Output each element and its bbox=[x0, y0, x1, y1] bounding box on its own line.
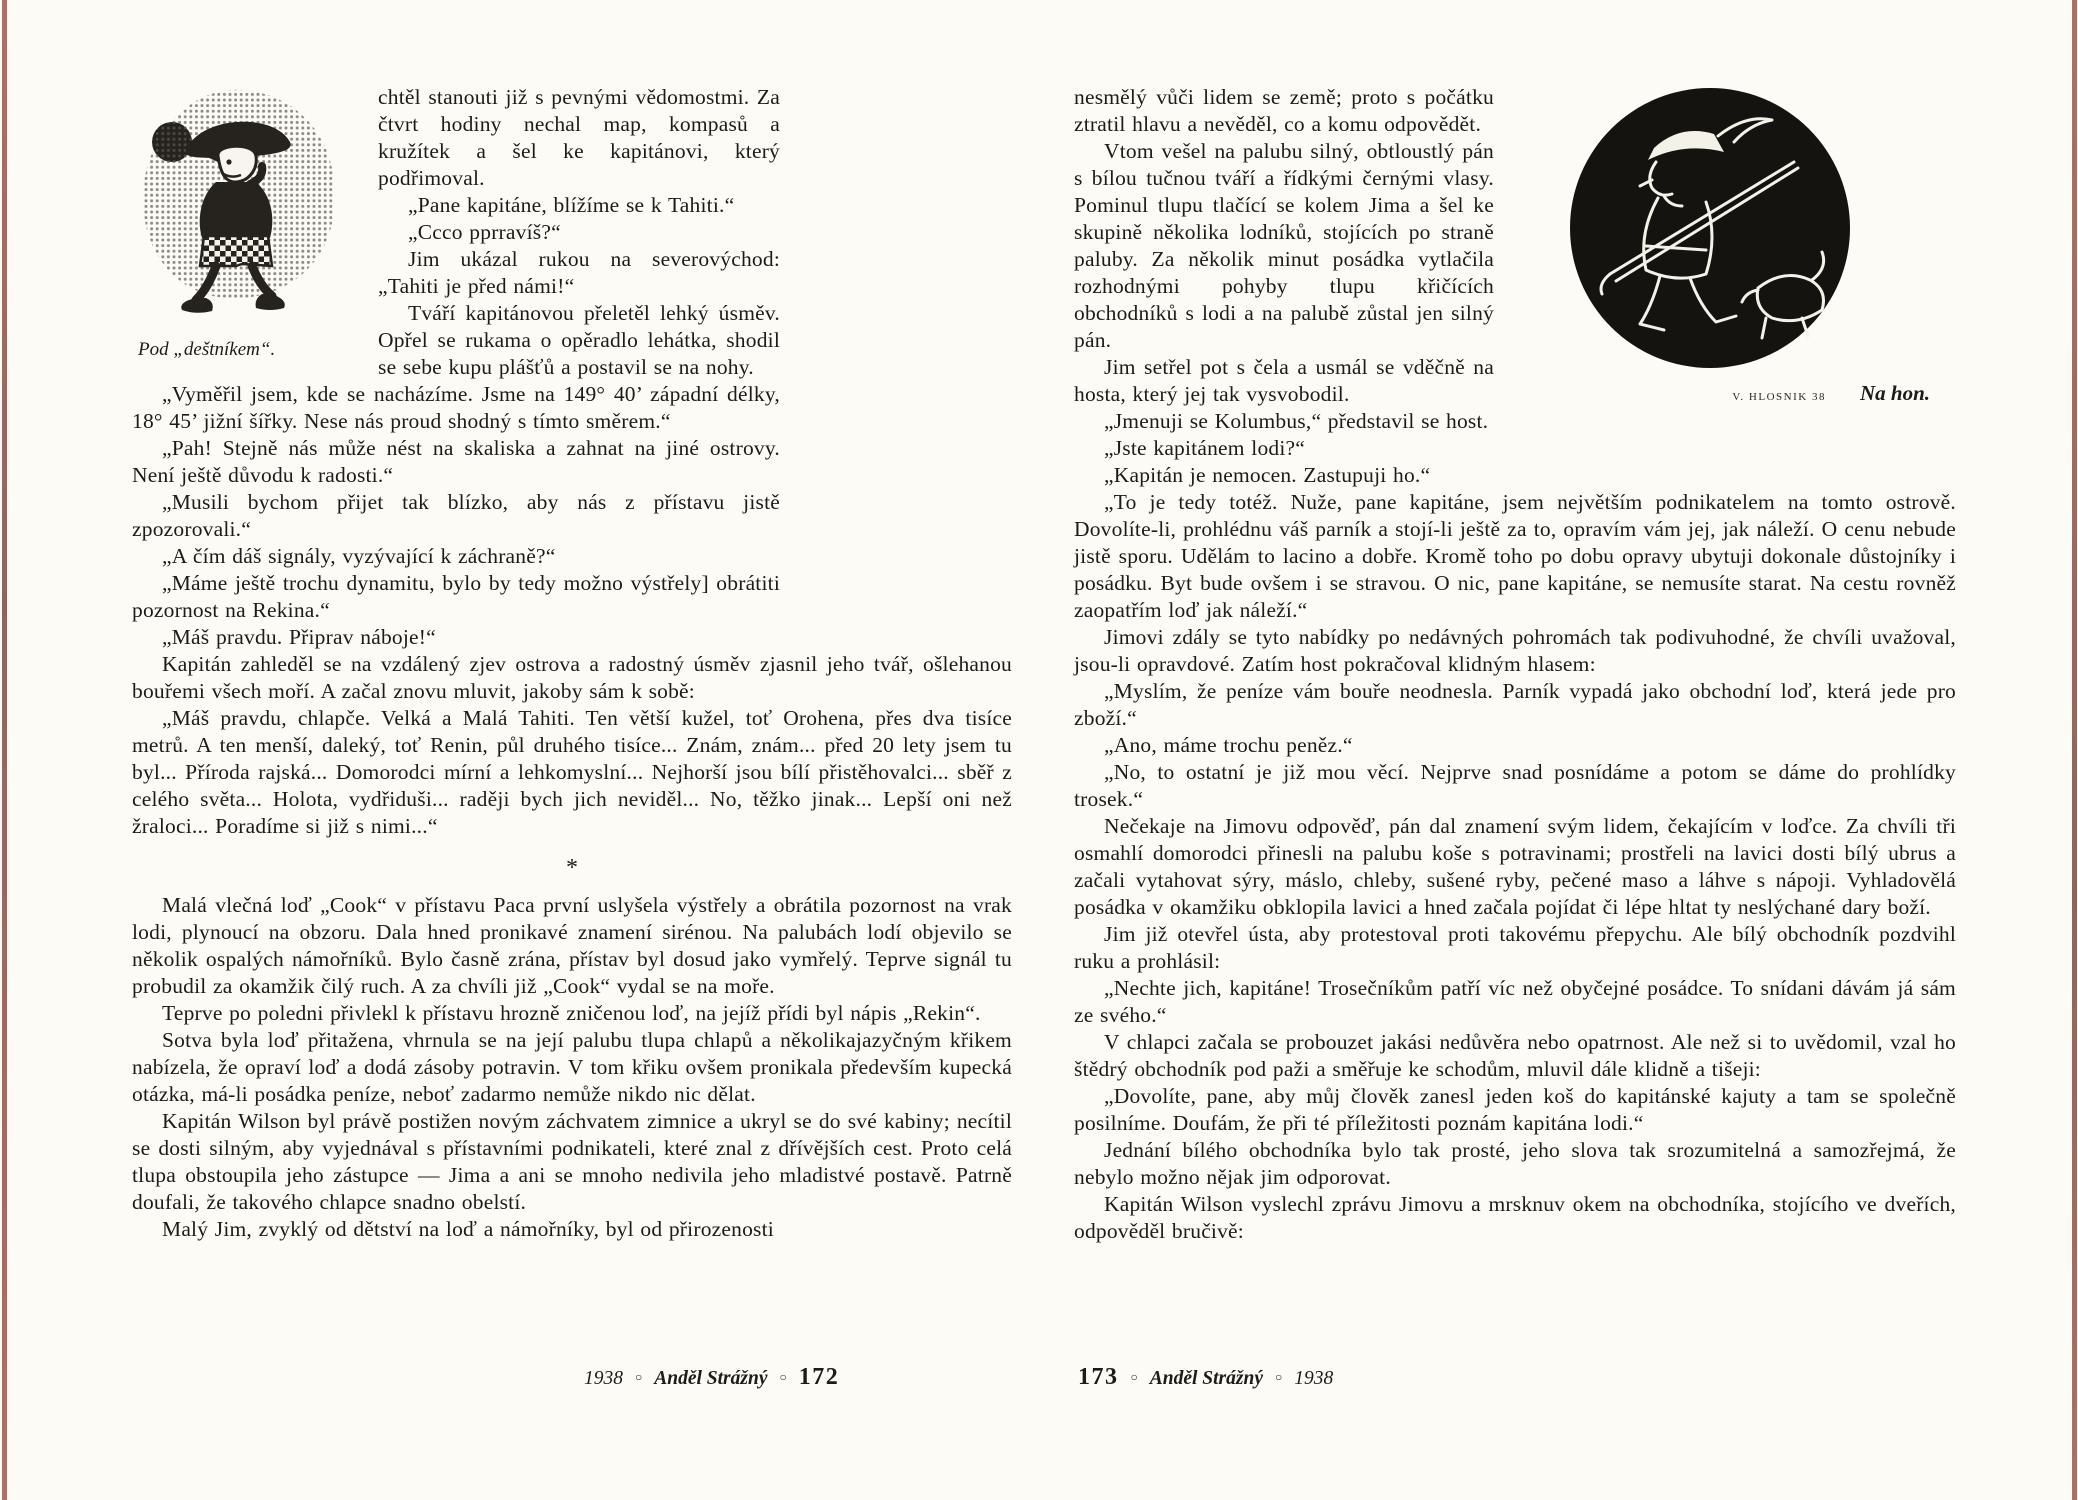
tramp-walking-illustration bbox=[132, 86, 350, 324]
text-paragraph: „Nechte jich, kapitáne! Trosečníkům patří víc než obyčejné posádce. To snídani dávám já sám ze svého.“ bbox=[1074, 976, 1956, 1027]
right-illustration-caption: Na hon. bbox=[1859, 381, 1930, 405]
right-illustration-block bbox=[1518, 84, 1956, 406]
text-paragraph: chtěl stanouti již s pevnými vědomostmi. Za čtvrt hodiny nechal map, kompasů a kružítek a šel ke kapitánovi, který podřimoval. bbox=[378, 85, 780, 190]
text-paragraph: „Myslím, že peníze vám bouře neodnesla. Parník vypadá jako obchodní loď, která jede pro zboží.“ bbox=[1074, 679, 1956, 730]
illustration-signature: V. HLOSNIK 38 bbox=[1732, 391, 1826, 403]
right-page bbox=[1074, 84, 1956, 1245]
text-paragraph: Vtom vešel na palubu silný, obtloustlý pán s bílou tučnou tváří a řídkými černými vlasy. Pominul tlupu tlačící se kolem Jima a šel ke skupině několika lodníků, stojících po straně paluby. Za několik minut posádka vytlačila rozhodnými pohyby tlupu křičících obchodníků s lodi a na palubě zůstal jen silný pán. bbox=[1074, 139, 1494, 352]
text-paragraph: Tváří kapitánovou přeletěl lehký úsměv. Opřel se rukama o opěradlo lehátka, shodil se sebe kupu plášťů a postavil se na nohy. bbox=[378, 301, 780, 379]
section-separator-star: * bbox=[566, 855, 578, 881]
text-paragraph: Kapitán Wilson vyslechl zprávu Jimovu a mrsknuv okem na obchodníka, stojícího ve dveřích, odpověděl bručivě: bbox=[1074, 1192, 1956, 1243]
text-paragraph: „Jmenuji se Kolumbus,“ představil se host. bbox=[1104, 409, 1489, 433]
text-paragraph: „Ccco pprravíš?“ bbox=[408, 220, 561, 244]
text-paragraph: „Máme ještě trochu dynamitu, bylo by tedy možno výstřely] obrátiti pozornost na Rekina.“ bbox=[132, 571, 780, 622]
footer-separator-icon: ○ bbox=[779, 1370, 787, 1384]
right-page-footer bbox=[1078, 1364, 1333, 1391]
left-illustration-block bbox=[132, 86, 354, 361]
text-paragraph: Kapitán Wilson byl právě postižen novým záchvatem zimnice a ukryl se do své kabiny; necítil se dosti silným, aby vyjednával s přístavními podnikateli, které znal z dřívějších cest. Proto celá tlupa obstoupila jeho zástupce — Jima a ani se mnoho nedivila jeho mladistvé postavě. Patrně doufali, že takového chlapce snadno obelstí. bbox=[132, 1109, 1012, 1214]
text-paragraph: „Máš pravdu. Připrav náboje!“ bbox=[162, 625, 436, 649]
text-paragraph: „Vyměřil jsem, kde se nacházíme. Jsme na 149° 40’ západní délky, 18° 45’ jižní šířky. Nese nás proud shodný s tímto směrem.“ bbox=[132, 382, 780, 433]
text-paragraph: „To je tedy totéž. Nuže, pane kapitáne, jsem největším podnikatelem na tomto ostrově. Dovolíte-li, prohlédnu váš parník a stojí-li ještě za to, opravím vám jej, jak náleží. O cenu nebude jistě sporu. Udělám to lacino a dobře. Kromě toho po dobu opravy ubytuji dokonale důstojníky i posádku. Byt bude ovšem i se stravou. O nic, pane kapitáne, se nemusíte starat. Na cestu rovněž zaopatřím loď jak náleží.“ bbox=[1074, 490, 1956, 622]
left-page bbox=[132, 84, 1012, 1243]
text-paragraph: „Pah! Stejně nás může nést na skaliska a zahnat na jiné ostrovy. Není ještě důvodu k radosti.“ bbox=[132, 436, 780, 487]
text-paragraph: „Pane kapitáne, blížíme se k Tahiti.“ bbox=[408, 193, 735, 217]
text-paragraph: Malá vlečná loď „Cook“ v přístavu Paca první uslyšela výstřely a obrátila pozornost na vrak lodi, plynoucí na obzoru. Dala hned pronikavé znamení sirénou. Na palubách lodí objevilo se několik ospalých námořníků. Bylo časně zrána, přístav byl dosud jako vymřelý. Teprve signál tu probudil za okamžik čilý ruch. A za chvíli již „Cook“ vydal se na moře. bbox=[132, 893, 1012, 998]
footer-separator-icon: ○ bbox=[635, 1370, 643, 1384]
left-page-upper-section bbox=[132, 84, 780, 651]
footer-year: 1938 bbox=[1294, 1368, 1334, 1389]
footer-separator-icon: ○ bbox=[1130, 1370, 1138, 1384]
text-paragraph: Jim setřel pot s čela a usmál se vděčně na hosta, který jej tak vysvobodil. bbox=[1074, 355, 1494, 406]
footer-separator-icon: ○ bbox=[1275, 1370, 1283, 1384]
scan-edge-right bbox=[2072, 0, 2077, 1500]
left-illustration-caption: Pod „deštníkem“. bbox=[138, 339, 276, 360]
text-paragraph: „Máš pravdu, chlapče. Velká a Malá Tahiti. Ten větší kužel, toť Orohena, přes dva tisíce metrů. A ten menší, daleký, toť Renin, půl druhého tisíce... Znám, znám... před 20 lety jsem tu byl... Příroda rajská... Domorodci mírní a lehkomyslní... Nejhorší jsou bílí přistěhovalci... sběř z celého světa... Holota, vydřiduši... raději bych jich neviděl... No, těžko jinak... Lepší oni než žraloci... Poradíme si již s nimi...“ bbox=[132, 706, 1012, 838]
text-paragraph: Sotva byla loď přitažena, vhrnula se na její palubu tlupa chlapů a několikajazyčným křikem nabízela, že opraví loď a dodá zásoby potravin. V tom křiku ovšem pronikala především kupecká otázka, má-li posádka peníze, neboť zadarmo nemůže nikdo nic dělat. bbox=[132, 1028, 1012, 1106]
text-paragraph: „Musili bychom přijet tak blízko, aby nás z přístavu jistě zpozorovali.“ bbox=[132, 490, 780, 541]
text-paragraph: Teprve po poledni přivlekl k přístavu hrozně zničenou loď, na jejíž přídi byl nápis „Rekin“. bbox=[162, 1001, 981, 1025]
footer-publication-title: Anděl Strážný bbox=[654, 1368, 768, 1389]
text-paragraph: Jim již otevřel ústa, aby protestoval proti takovému přepychu. Ale bílý obchodník pozdvihl ruku a prohlásil: bbox=[1074, 922, 1956, 973]
text-paragraph: „A čím dáš signály, vyzývající k záchraně?“ bbox=[162, 544, 556, 568]
left-page-lower-section bbox=[132, 651, 1012, 1243]
left-page-footer bbox=[584, 1364, 839, 1391]
footer-publication-title: Anděl Strážný bbox=[1149, 1368, 1263, 1389]
footer-page-number: 172 bbox=[798, 1364, 840, 1390]
footer-page-number: 173 bbox=[1078, 1364, 1119, 1390]
text-paragraph: V chlapci začala se probouzet jakási nedůvěra nebo opatrnost. Ale než si to uvědomil, vzal ho štědrý obchodník pod paži a směřuje ke schodům, mluvil dále klidně a tišeji: bbox=[1074, 1030, 1956, 1081]
text-paragraph: „Kapitán je nemocen. Zastupuji ho.“ bbox=[1104, 463, 1431, 487]
text-paragraph: nesmělý vůči lidem se země; proto s počátku ztratil hlavu a nevěděl, co a komu odpovědět. bbox=[1074, 85, 1494, 136]
text-paragraph: Jednání bílého obchodníka bylo tak prosté, jeho slova tak srozumitelná a samozřejmá, že nebylo možno nějak jim odporovat. bbox=[1074, 1138, 1956, 1189]
text-paragraph: „No, to ostatní je již mou věcí. Nejprve snad posnídáme a potom se dáme do prohlídky trosek.“ bbox=[1074, 760, 1956, 811]
text-paragraph: Nečekaje na Jimovu odpověď, pán dal znamení svým lidem, čekajícím v loďce. Za chvíli tři osmahlí domorodci přinesli na palubu koše s potravinami; prostřeli na lavici dosti bílý ubrus a začali vytahovat sýry, máslo, chleby, sušené ryby, pečené maso a láhve s nápoji. Vyhladovělá posádka v okamžiku obklopila lavici a hned začala pojídat či lépe hltat ty neslýchané dary boží. bbox=[1074, 814, 1956, 919]
text-paragraph: Kapitán zahleděl se na vzdálený zjev ostrova a radostný úsměv zjasnil jeho tvář, ošlehanou bouřemi všech moří. A začal znovu mluvit, jakoby sám k sobě: bbox=[132, 652, 1012, 703]
text-paragraph: „Ano, máme trochu peněz.“ bbox=[1104, 733, 1353, 757]
footer-year: 1938 bbox=[584, 1368, 623, 1389]
right-illustration-caption-row bbox=[1518, 381, 1956, 406]
text-paragraph: Malý Jim, zvyklý od dětství na loď a námořníky, byl od přirozenosti bbox=[162, 1217, 774, 1241]
hunter-with-dog-illustration bbox=[1518, 84, 1956, 374]
scan-edge-left bbox=[2, 0, 7, 1500]
text-paragraph: Jim ukázal rukou na severovýchod: „Tahiti je před námi!“ bbox=[378, 247, 780, 298]
text-paragraph: „Jste kapitánem lodi?“ bbox=[1104, 436, 1306, 460]
text-paragraph: „Dovolíte, pane, aby můj člověk zanesl jeden koš do kapitánské kajuty a tam se společně posilníme. Doufám, že při té příležitosti poznám kapitána lodi.“ bbox=[1074, 1084, 1956, 1135]
text-paragraph: Jimovi zdály se tyto nabídky po nedávných pohromách tak podivuhodné, že chvíli uvažoval, jsou-li opravdové. Zatím host pokračoval klidným hlasem: bbox=[1074, 625, 1956, 676]
